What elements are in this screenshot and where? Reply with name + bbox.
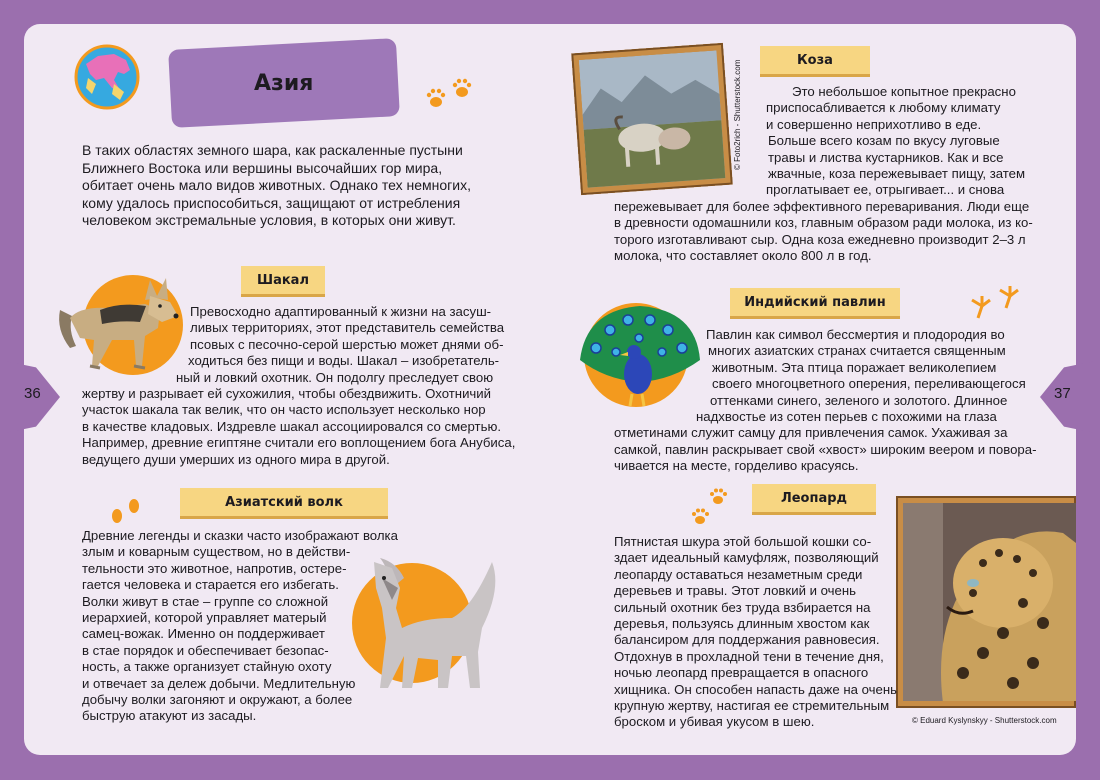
leopard-text-line: хищника. Он способен напасть даже на очень bbox=[614, 681, 898, 697]
jackal-text-line: ведущего души умерших из одного мира в другой. bbox=[82, 451, 390, 467]
leopard-text-line: здает идеальный камуфляж, позволяющий bbox=[614, 550, 879, 566]
goat-text-line: в древности одомашнили коз, главным образом ради молока, из ко- bbox=[614, 215, 1033, 231]
jackal-text-line: псовых с песочно-серой шерстью может днями об- bbox=[190, 336, 504, 352]
goat-text-line: Больше всего козам по вкусу луговые bbox=[768, 133, 1000, 149]
paw-prints-icon-peacock bbox=[964, 282, 1026, 324]
peacock-text-line: самкой, павлин раскрывает свой «хвост» широким веером и повора- bbox=[614, 441, 1037, 457]
wolf-text-line: гается человека и старается его избегать. bbox=[82, 577, 339, 593]
jackal-text-line: ливых территориях, этот представитель семейства bbox=[190, 320, 505, 336]
wolf-text-line: злым и коварным существом, но в действи- bbox=[82, 544, 351, 560]
goat-text-line: травы и листва кустарников. Как и все bbox=[768, 149, 1004, 165]
page-number-right: 37 bbox=[1054, 385, 1071, 402]
goat-text-line: торого изготавливают сыр. Одна коза ежедневно производит 2–3 л bbox=[614, 231, 1026, 247]
goat-photo-credit: © Foto2rich - Shutterstock.com bbox=[733, 59, 742, 170]
intro-line: человеком экстремальные условия, в которых они живут. bbox=[82, 212, 456, 229]
leopard-photo-credit: © Eduard Kyslynskyy - Shutterstock.com bbox=[912, 716, 1057, 725]
peacock-label: Индийский павлин bbox=[730, 288, 900, 319]
leopard-text-line: деревьев и травы. Этот ловкий и очень bbox=[614, 583, 857, 599]
peacock-text-line: надхвостье из сотен перьев с похожими на глаза bbox=[696, 409, 997, 425]
wolf-text-line: тельности это животное, напротив, остере- bbox=[82, 560, 347, 576]
goat-text-line: жвачные, коза пережевывает пищу, затем bbox=[768, 166, 1026, 182]
goat-text-line: молока, что составляет около 800 л в год. bbox=[614, 248, 872, 264]
wolf-text-line: и отвечает за дележ добычи. Медлительную bbox=[82, 675, 356, 691]
intro-line: В таких областях земного шара, как раскаленные пустыни bbox=[82, 142, 463, 158]
paw-prints-icon-wolf bbox=[108, 494, 144, 528]
intro-paragraph bbox=[82, 142, 471, 230]
leopard-text-line: ночью леопард превращается в опасного bbox=[614, 665, 869, 681]
wolf-text-line: быструю атакуют из засады. bbox=[82, 708, 257, 724]
paw-prints-icon-leopard bbox=[688, 488, 734, 530]
goat-text-line: пережевывает для более эффективного переваривания. Люди еще bbox=[614, 198, 1030, 214]
goat-label: Коза bbox=[760, 46, 870, 77]
jackal-text-line: ный и ловкий охотник. Он подолгу преследует свою bbox=[176, 369, 494, 385]
leopard-label: Леопард bbox=[752, 484, 876, 515]
peacock-text-line: многих азиатских странах считается священным bbox=[708, 343, 1006, 359]
peacock-text-line: Павлин как символ бессмертия и плодородия во bbox=[706, 327, 1005, 342]
goat-paragraph bbox=[614, 84, 1033, 264]
peacock-text-line: отметинами служит самцу для привлечения самок. Ухаживая за bbox=[614, 425, 1008, 441]
paw-prints-icon bbox=[424, 78, 476, 112]
leopard-text-line: Пятнистая шкура этой большой кошки со- bbox=[614, 534, 872, 549]
intro-line: обитает очень мало видов животных. Однако тех немногих, bbox=[82, 177, 471, 194]
jackal-text-line: в качестве кладовых. Издревле шакал ассоциировался со смертью. bbox=[82, 418, 501, 434]
wolf-paragraph bbox=[82, 528, 398, 725]
jackal-text-line: ходиться без пищи и воды. Шакал – изобретатель- bbox=[188, 353, 500, 369]
leopard-text-line: сильный охотник без труда взбирается на bbox=[614, 599, 871, 615]
jackal-label: Шакал bbox=[241, 266, 325, 297]
wolf-label: Азиатский волк bbox=[180, 488, 388, 519]
jackal-text-line: жертву и разрывает ей сухожилия, чтобы обездвижить. Охотничий bbox=[82, 386, 492, 402]
peacock-text-line: чивается на месте, горделиво красуясь. bbox=[614, 458, 859, 474]
wolf-text-line: самец-вожак. Именно он поддерживает bbox=[82, 626, 325, 642]
title-banner bbox=[168, 38, 400, 128]
wolf-text-line: добычу волки загоняют и окружают, а более bbox=[82, 692, 353, 708]
peacock-text-line: своего многоцветного оперения, переливающегося bbox=[712, 376, 1026, 392]
peacock-text-line: оттенками синего, зеленого и золотого. Длинное bbox=[710, 392, 1008, 408]
page-number-left: 36 bbox=[24, 385, 41, 402]
jackal-text-line: Например, древние египтяне считали его воплощением бога Анубиса, bbox=[82, 435, 516, 451]
wolf-text-line: Волки живут в стае – группе со сложной bbox=[82, 593, 329, 609]
intro-line: кому удалось приспособиться, защищают от истребления bbox=[82, 194, 461, 211]
wolf-text-line: Древние легенды и сказки часто изображают волка bbox=[82, 528, 398, 543]
intro-line: Ближнего Востока или вершины высочайших гор мира, bbox=[82, 159, 443, 176]
jackal-text-line: Превосходно адаптированный к жизни на засуш- bbox=[190, 304, 492, 319]
goat-text-line: проглатывает ее, отрыгивает... и снова bbox=[766, 182, 1005, 198]
wolf-text-line: ность, а также организует стайную охоту bbox=[82, 659, 332, 675]
goat-text-line: приспосабливается к любому климату bbox=[766, 100, 1001, 116]
leopard-paragraph bbox=[614, 534, 897, 731]
jackal-paragraph bbox=[82, 304, 515, 468]
peacock-text-line: животным. Эта птица поражает великолепием bbox=[712, 359, 997, 375]
leopard-text-line: броском и убивая укусом в шею. bbox=[614, 714, 815, 730]
wolf-text-line: в стае порядок и обеспечивает безопас- bbox=[82, 642, 329, 658]
leopard-text-line: леопарду оставаться незаметным среди bbox=[614, 566, 863, 582]
leopard-text-line: крупную жертву, настигая ее стремительным bbox=[614, 698, 890, 714]
globe-icon bbox=[74, 44, 140, 110]
wolf-text-line: иерархией, которой управляет матерый bbox=[82, 610, 327, 626]
peacock-paragraph bbox=[614, 327, 1037, 475]
leopard-text-line: деревья, пользуясь длинным хвостом как bbox=[614, 616, 870, 632]
leopard-text-line: Отдохнув в прохладной тени в течение дня, bbox=[614, 648, 884, 664]
jackal-text-line: участок шакала так велик, что он часто использует несколько нор bbox=[82, 402, 486, 418]
goat-text-line: и совершенно неприхотливо в еде. bbox=[766, 116, 982, 132]
leopard-photo bbox=[903, 503, 1076, 701]
page-title: Азия bbox=[254, 70, 314, 96]
goat-text-line: Это небольшое копытное прекрасно bbox=[792, 84, 1016, 99]
leopard-text-line: балансиром для поддержания равновесия. bbox=[614, 632, 880, 648]
leopard-photo-frame bbox=[896, 496, 1076, 708]
